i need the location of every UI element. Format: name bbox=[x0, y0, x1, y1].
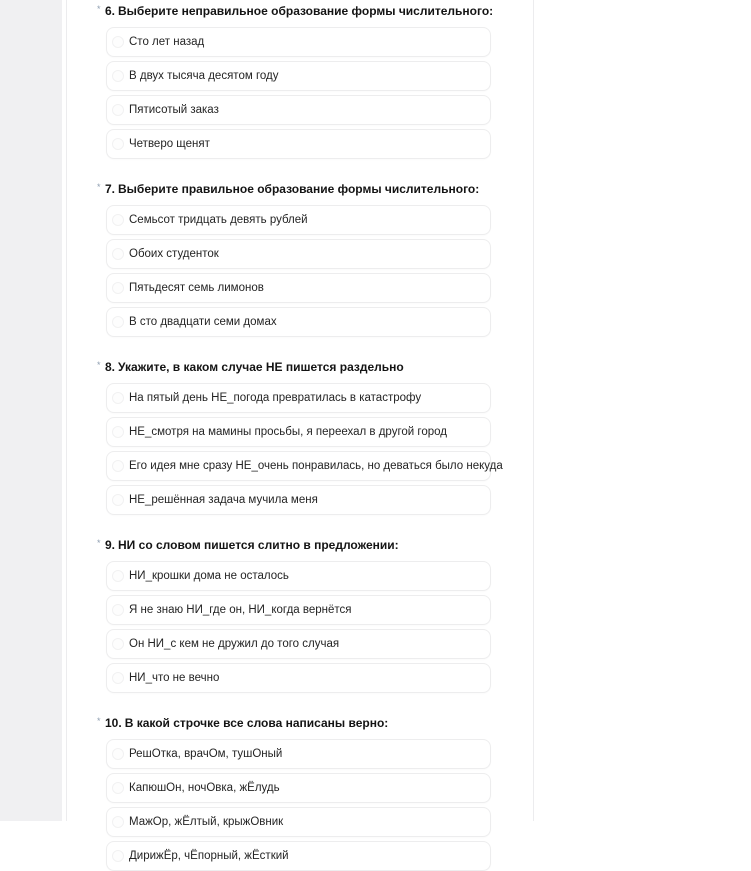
question-title-row bbox=[97, 716, 533, 730]
radio-icon bbox=[112, 138, 124, 150]
option-label: Он НИ_с кем не дружил до того случая bbox=[129, 638, 340, 650]
radio-icon bbox=[112, 36, 124, 48]
option-label: НИ_что не вечно bbox=[129, 672, 220, 684]
radio-icon bbox=[112, 460, 124, 472]
question-title-row bbox=[97, 4, 533, 18]
answer-option[interactable] bbox=[106, 739, 491, 769]
question-block bbox=[97, 182, 533, 337]
answer-option[interactable] bbox=[106, 629, 491, 659]
question-block bbox=[97, 360, 533, 515]
question-title-row bbox=[97, 360, 533, 374]
option-label: НЕ_решённая задача мучила меня bbox=[129, 494, 318, 506]
question-number: 6. bbox=[105, 4, 116, 18]
radio-icon bbox=[112, 672, 124, 684]
radio-icon bbox=[112, 392, 124, 404]
question-title: Укажите, в каком случае НЕ пишется раздельно bbox=[118, 360, 404, 374]
answer-option[interactable] bbox=[106, 841, 491, 871]
options-list bbox=[105, 205, 533, 337]
answer-option[interactable] bbox=[106, 239, 491, 269]
option-label: В двух тысяча десятом году bbox=[129, 70, 279, 82]
required-marker-icon: * bbox=[97, 4, 101, 14]
radio-icon bbox=[112, 570, 124, 582]
radio-icon bbox=[112, 248, 124, 260]
radio-icon bbox=[112, 316, 124, 328]
question-block bbox=[97, 716, 533, 871]
option-label: Я не знаю НИ_где он, НИ_когда вернётся bbox=[129, 604, 352, 616]
question-title-row bbox=[97, 538, 533, 552]
radio-icon bbox=[112, 850, 124, 862]
answer-option[interactable] bbox=[106, 807, 491, 837]
option-label: Обоих студенток bbox=[129, 248, 219, 260]
required-marker-icon: * bbox=[97, 182, 101, 192]
answer-option[interactable] bbox=[106, 95, 491, 125]
radio-icon bbox=[112, 782, 124, 794]
question-title-row bbox=[97, 182, 533, 196]
option-label: На пятый день НЕ_погода превратилась в катастрофу bbox=[129, 392, 422, 404]
question-title: Выберите неправильное образование формы числительного: bbox=[118, 4, 494, 18]
option-label: Четверо щенят bbox=[129, 138, 210, 150]
radio-icon bbox=[112, 748, 124, 760]
question-block bbox=[97, 538, 533, 693]
answer-option[interactable] bbox=[106, 273, 491, 303]
required-marker-icon: * bbox=[97, 538, 101, 548]
option-label: НЕ_смотря на мамины просьбы, я переехал в другой город bbox=[129, 426, 447, 438]
radio-icon bbox=[112, 70, 124, 82]
option-label: Его идея мне сразу НЕ_очень понравилась, но деваться было некуда bbox=[129, 460, 503, 472]
answer-option[interactable] bbox=[106, 595, 491, 625]
radio-icon bbox=[112, 494, 124, 506]
page-left-gutter bbox=[0, 0, 62, 821]
question-title: НИ со словом пишется слитно в предложении: bbox=[118, 538, 399, 552]
options-list bbox=[105, 27, 533, 159]
quiz-form bbox=[66, 0, 534, 862]
option-label: ДирижЁр, чЁпорный, жЁсткий bbox=[129, 850, 289, 862]
option-label: Семьсот тридцать девять рублей bbox=[129, 214, 308, 226]
answer-option[interactable] bbox=[106, 561, 491, 591]
answer-option[interactable] bbox=[106, 27, 491, 57]
option-label: Пятьдесят семь лимонов bbox=[129, 282, 264, 294]
radio-icon bbox=[112, 638, 124, 650]
option-label: МажОр, жЁлтый, крыжОвник bbox=[129, 816, 284, 828]
question-title: Выберите правильное образование формы числительного: bbox=[118, 182, 480, 196]
question-title: В какой строчке все слова написаны верно: bbox=[124, 716, 389, 730]
options-list bbox=[105, 383, 533, 515]
option-label: КапюшОн, ночОвка, жЁлудь bbox=[129, 782, 280, 794]
option-label: Пятисотый заказ bbox=[129, 104, 219, 116]
answer-option[interactable] bbox=[106, 383, 491, 413]
answer-option[interactable] bbox=[106, 773, 491, 803]
required-marker-icon: * bbox=[97, 360, 101, 370]
question-number: 9. bbox=[105, 538, 116, 552]
option-label: Сто лет назад bbox=[129, 36, 205, 48]
radio-icon bbox=[112, 816, 124, 828]
answer-option[interactable] bbox=[106, 485, 491, 515]
option-label: НИ_крошки дома не осталось bbox=[129, 570, 289, 582]
radio-icon bbox=[112, 604, 124, 616]
radio-icon bbox=[112, 104, 124, 116]
option-label: РешОтка, врачОм, тушОный bbox=[129, 748, 283, 760]
answer-option[interactable] bbox=[106, 61, 491, 91]
radio-icon bbox=[112, 282, 124, 294]
option-label: В сто двадцати семи домах bbox=[129, 316, 277, 328]
answer-option[interactable] bbox=[106, 205, 491, 235]
radio-icon bbox=[112, 214, 124, 226]
radio-icon bbox=[112, 426, 124, 438]
answer-option[interactable] bbox=[106, 307, 491, 337]
answer-option[interactable] bbox=[106, 417, 491, 447]
question-number: 8. bbox=[105, 360, 116, 374]
answer-option[interactable] bbox=[106, 129, 491, 159]
question-number: 10. bbox=[105, 716, 122, 730]
question-block bbox=[97, 4, 533, 159]
answer-option[interactable] bbox=[106, 663, 491, 693]
options-list bbox=[105, 561, 533, 693]
options-list bbox=[105, 739, 533, 871]
question-number: 7. bbox=[105, 182, 116, 196]
answer-option[interactable] bbox=[106, 451, 503, 481]
required-marker-icon: * bbox=[97, 716, 101, 726]
